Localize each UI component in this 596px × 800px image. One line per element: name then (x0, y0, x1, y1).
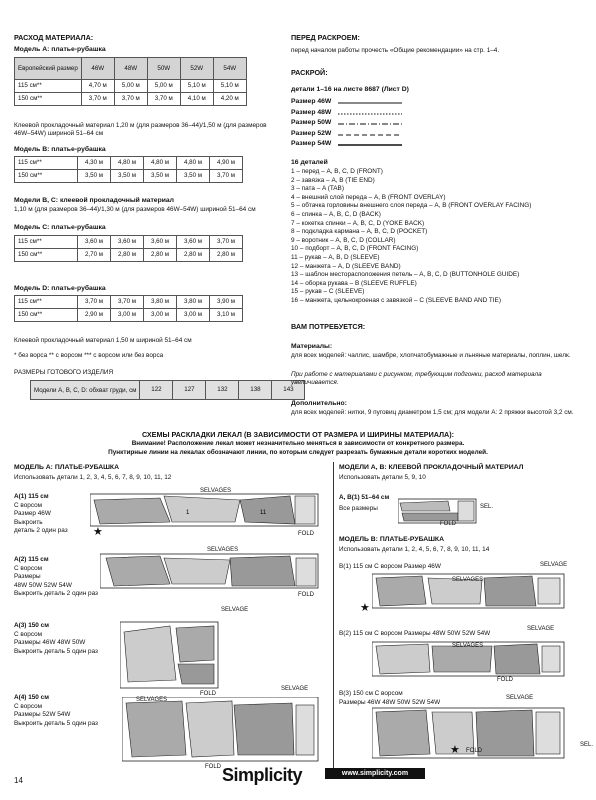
b1-selvages: SELVAGES (452, 577, 484, 583)
size-col: 50W (147, 58, 180, 80)
b3-caption: B(3) 150 см С ворсом Размеры 46W 48W 50W 52W 54W (339, 690, 441, 706)
brand-logo: Simplicity (222, 765, 303, 785)
model-d-title: Модель D: платье-рубашка (14, 285, 106, 292)
yardage-table-a (14, 57, 247, 106)
size-col: 54W (213, 58, 246, 80)
table-row: 115 см** 3,70 м 3,70 м 3,80 м 3,80 м 3,90 м (15, 296, 243, 309)
list-item: 16 – манжета, цельнокроеная с завязкой – C (SLEEVE BAND AND TIE) (291, 296, 501, 304)
list-item: 6 – спинка – A, B, C, D (BACK) (291, 210, 381, 218)
svg-text:1: 1 (186, 510, 190, 516)
list-item: 13 – шаблон месторасположения петель – A, B, C, D (BUTTONHOLE GUIDE) (291, 271, 520, 279)
b1-selvage: SELVAGE (540, 562, 568, 568)
model-bc-text: 1,10 м (для размеров 36–44)/1,30 м (для размеров 46W–54W) шириной 51–64 см (14, 206, 256, 213)
list-item: 1 – перед – A, B, C, D (FRONT) (291, 168, 383, 175)
list-item: 10 – подборт – A, B, C, D (FRONT FACING) (291, 245, 419, 253)
notions-heading: Дополнительно: (291, 400, 347, 407)
layout-a1-caption: A(1) 115 см С ворсом Размер 46W Выкроить деталь 2 один раз (14, 493, 68, 535)
a1-fold: FOLD (298, 531, 315, 537)
model-a-layout-heading: МОДЕЛЬ A: ПЛАТЬЕ-РУБАШКА (14, 464, 119, 471)
a3-fold: FOLD (200, 691, 217, 697)
table-row: 115 см** 4,70 м 5,00 м 5,00 м 5,10 м 5,10 м (15, 80, 247, 93)
yardage-table-d (14, 295, 243, 322)
a4-selvages: SELVAGES (136, 697, 168, 703)
footnote: * без ворса ** с ворсом *** с ворсом или без ворса (14, 352, 164, 359)
list-item: 4 – внешний слой переда – A, B (FRONT OVERLAY) (291, 193, 446, 201)
finished-sizes-title: РАЗМЕРЫ ГОТОВОГО ИЗДЕЛИЯ (14, 369, 114, 376)
list-item: 12 – манжета – A, D (SLEEVE BAND) (291, 262, 401, 270)
model-a-use: Использовать детали 1, 2, 3, 4, 5, 6, 7, 8, 9, 10, 11, 12 (14, 474, 172, 481)
list-item: 14 – оборка рукава – B (SLEEVE RUFFLE) (291, 279, 417, 287)
list-item: 2 – завязка – A, B (TIE END) (291, 176, 375, 184)
list-item: 8 – подкладка кармана – A, B, C, D (POCKET) (291, 228, 428, 236)
b2-selvages: SELVAGES (452, 643, 484, 649)
details-count: 16 деталей (291, 159, 328, 166)
need-heading: ВАМ ПОТРЕБУЕТСЯ: (291, 322, 366, 331)
star-icon: ★ (360, 602, 370, 614)
table-row: Модели A, B, C, D: обхват груди, см 122 127 132 138 143 (31, 381, 305, 400)
size-col: 48W (114, 58, 147, 80)
notions-text: для всех моделей: нитки, 9 пуговиц диаметром 1,5 см; для модели A: 2 пряжки высотой 3,2 см. (291, 409, 574, 416)
layout-a3-caption: A(3) 150 см С ворсом Размеры 46W 48W 50W Выкроить деталь 5 один раз (14, 622, 98, 655)
finished-sizes-table (30, 380, 305, 400)
layout-a4-caption: A(4) 150 см С ворсом Размеры 52W 54W Выкроить деталь 5 один раз (14, 694, 98, 727)
star-icon: ★ (93, 526, 103, 538)
model-a-title: Модель A: платье-рубашка (14, 46, 106, 53)
a4-fold: FOLD (205, 764, 222, 770)
layout-ab1-diagram (398, 497, 478, 525)
yardage-table-b (14, 156, 243, 183)
a2-selvages: SELVAGES (207, 547, 239, 553)
a3-selvage: SELVAGE (221, 607, 249, 613)
ab1-caption: A, B(1) 51–64 см (339, 494, 390, 501)
ab1-fold: FOLD (440, 521, 457, 527)
size-line-samples (338, 100, 408, 148)
size-col: 52W (180, 58, 213, 80)
model-b-use: Использовать детали 1, 2, 4, 5, 6, 7, 8, 9, 10, 11, 14 (339, 546, 490, 553)
size-col: 46W (81, 58, 114, 80)
ab1-sizes: Все размеры (339, 505, 378, 512)
size-line-50w: Размер 50W (291, 119, 332, 126)
model-b-layout-heading: МОДЕЛЬ B: ПЛАТЬЕ-РУБАШКА (339, 536, 444, 543)
layouts-banner-note: Внимание! Расположение лекал может незначительно меняться в зависимости от конкретного размера. (131, 440, 465, 447)
table-row: 150 см** 2,90 м 3,00 м 3,00 м 3,00 м 3,10 м (15, 309, 243, 322)
list-item: 5 – обтачка горловины внешнего слоя переда – A, B (FRONT OVERLAY FACING) (291, 202, 532, 210)
interfacing-text: Клеевой прокладочный материал 1,20 м (для размеров 36–44)/1,50 м (для размеров 46W–54W) шириной 51–64 см (14, 122, 267, 137)
details-list (291, 168, 531, 306)
ab-use: Использовать детали 5, 9, 10 (339, 474, 426, 481)
b2-caption: B(2) 115 см С ворсом Размеры 48W 50W 52W 54W (339, 630, 491, 637)
material-heading: РАСХОД МАТЕРИАЛА: (14, 33, 94, 42)
table-row: 150 см** 3,70 м 3,70 м 3,70 м 4,10 м 4,20 м (15, 93, 247, 106)
model-b-title: Модель B: платье-рубашка (14, 146, 106, 153)
table-header-label: Европейский размер (15, 58, 82, 80)
a4-selvage: SELVAGE (281, 686, 309, 692)
model-d-interfacing: Клеевой прокладочный материал 1,50 м шириной 51–64 см (14, 337, 192, 344)
b3-fold: FOLD (466, 748, 483, 754)
a2-fold: FOLD (298, 592, 315, 598)
before-heading: ПЕРЕД РАСКРОЕМ: (291, 33, 360, 42)
materials-heading: Материалы: (291, 343, 333, 350)
list-item: 7 – кокетка спинки – A, B, C, D (YOKE BACK) (291, 219, 425, 227)
table-row: 115 см** 3,60 м 3,60 м 3,60 м 3,60 м 3,70 м (15, 236, 243, 249)
size-line-54w: Размер 54W (291, 140, 332, 147)
layout-a2-caption: A(2) 115 см С ворсом Размеры 48W 50W 52W 54W Выкроить деталь 2 один раз (14, 556, 98, 598)
cutting-heading: РАСКРОЙ: (291, 68, 328, 77)
layout-a3-diagram (120, 620, 220, 690)
materials-text: для всех моделей: чаллис, шамбре, хлопчатобумажные и льняные материалы, поплин, шелк. (291, 352, 571, 359)
table-row: 150 см** 3,50 м 3,50 м 3,50 м 3,50 м 3,70 м (15, 170, 243, 183)
details-ref: детали 1–16 на листе 8687 (Лист D) (291, 86, 409, 93)
size-line-46w: Размер 46W (291, 98, 332, 105)
b3-selvage: SELVAGE (506, 695, 534, 701)
ab-interfacing-heading: МОДЕЛИ A, B: КЛЕЕВОЙ ПРОКЛАДОЧНЫЙ МАТЕРИАЛ (339, 464, 524, 471)
list-item: 11 – рукав – A, B, D (SLEEVE) (291, 253, 380, 261)
b3-sel: SEL. (580, 742, 594, 748)
model-bc-title: Модели B, C: клеевой прокладочный материал (14, 197, 174, 204)
page-number: 14 (14, 776, 23, 785)
layout-a4-diagram (122, 697, 322, 767)
list-item: 15 – рукав – C (SLEEVE) (291, 288, 365, 296)
a1-selvages: SELVAGES (200, 488, 232, 494)
list-item: 3 – пата – A (TAB) (291, 185, 344, 193)
svg-text:11: 11 (260, 510, 267, 516)
layouts-banner-title: СХЕМЫ РАСКЛАДКИ ЛЕКАЛ (В ЗАВИСИМОСТИ ОТ РАЗМЕРА И ШИРИНЫ МАТЕРИАЛА): (141, 430, 455, 439)
column-divider (333, 462, 334, 772)
star-icon: ★ (450, 744, 460, 756)
layouts-banner-note2: Пунктирные линии на лекалах обозначают линии, по которым следует разрезать бумажные детали коротких моделей. (108, 449, 488, 456)
b2-selvage: SELVAGE (527, 626, 555, 632)
ab1-sel: SEL. (480, 504, 494, 510)
size-line-48w: Размер 48W (291, 109, 332, 116)
size-line-52w: Размер 52W (291, 130, 332, 137)
before-text: перед началом работы прочесть «Общие рекомендации» на стр. 1–4. (291, 47, 500, 54)
yardage-table-c (14, 235, 243, 262)
model-c-title: Модель C: платье-рубашка (14, 224, 106, 231)
table-row: 115 см** 4,30 м 4,80 м 4,80 м 4,80 м 4,90 м (15, 157, 243, 170)
b1-caption: B(1) 115 см С ворсом Размер 46W (339, 563, 441, 570)
table-row: 150 см** 2,70 м 2,80 м 2,80 м 2,80 м 2,80 м (15, 249, 243, 262)
materials-note: При работе с материалами с рисунком, требующим подгонки, расход материала увеличивается. (291, 371, 542, 386)
site-url: www.simplicity.com (325, 768, 425, 779)
list-item: 9 – воротник – A, B, C, D (COLLAR) (291, 236, 396, 244)
b2-fold: FOLD (497, 677, 514, 683)
